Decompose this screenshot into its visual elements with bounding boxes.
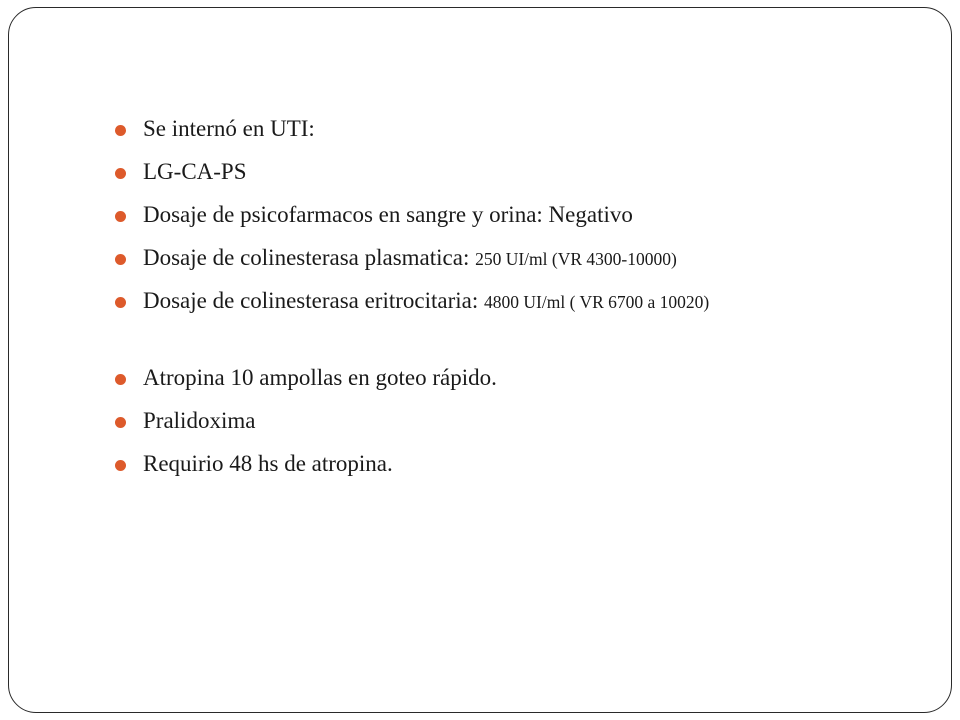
bullet-text [143, 198, 633, 235]
bullet-main-text: Pralidoxima [143, 408, 256, 433]
bullet-dot-icon [115, 211, 126, 222]
bullet-text [143, 447, 393, 484]
bullet-detail-text: 4800 UI/ml ( VR 6700 a 10020) [484, 292, 710, 312]
bullet-dot-icon [115, 125, 126, 136]
bullet-text [143, 404, 255, 441]
slide-frame [8, 7, 952, 713]
bullet-main-text: Requirio 48 hs de atropina. [143, 451, 393, 476]
bullet-text [143, 155, 247, 192]
bullet-dot-icon [115, 374, 126, 385]
bullet-main-text: Dosaje de colinesterasa plasmatica: [143, 245, 476, 270]
bullet-main-text: Se internó en UTI: [143, 116, 315, 141]
bullet-dot-icon [115, 417, 126, 428]
bullet-main-text: Dosaje de psicofarmacos en sangre y orina: Negativo [143, 202, 633, 227]
bullet-main-text: Dosaje de colinesterasa eritrocitaria: [143, 288, 485, 313]
bullet-text [143, 241, 677, 278]
bullet-main-text: Atropina 10 ampollas en goteo rápido. [143, 365, 497, 390]
bullet-detail-text: 250 UI/ml (VR 4300-10000) [475, 249, 677, 269]
bullet-main-text: LG-CA-PS [143, 159, 247, 184]
bullet-text [143, 284, 709, 321]
bullet-dot-icon [115, 460, 126, 471]
bullet-text [143, 361, 497, 398]
bullet-text [143, 112, 315, 149]
bullet-dot-icon [115, 168, 126, 179]
bullet-dot-icon [115, 254, 126, 265]
bullet-dot-icon [115, 297, 126, 308]
